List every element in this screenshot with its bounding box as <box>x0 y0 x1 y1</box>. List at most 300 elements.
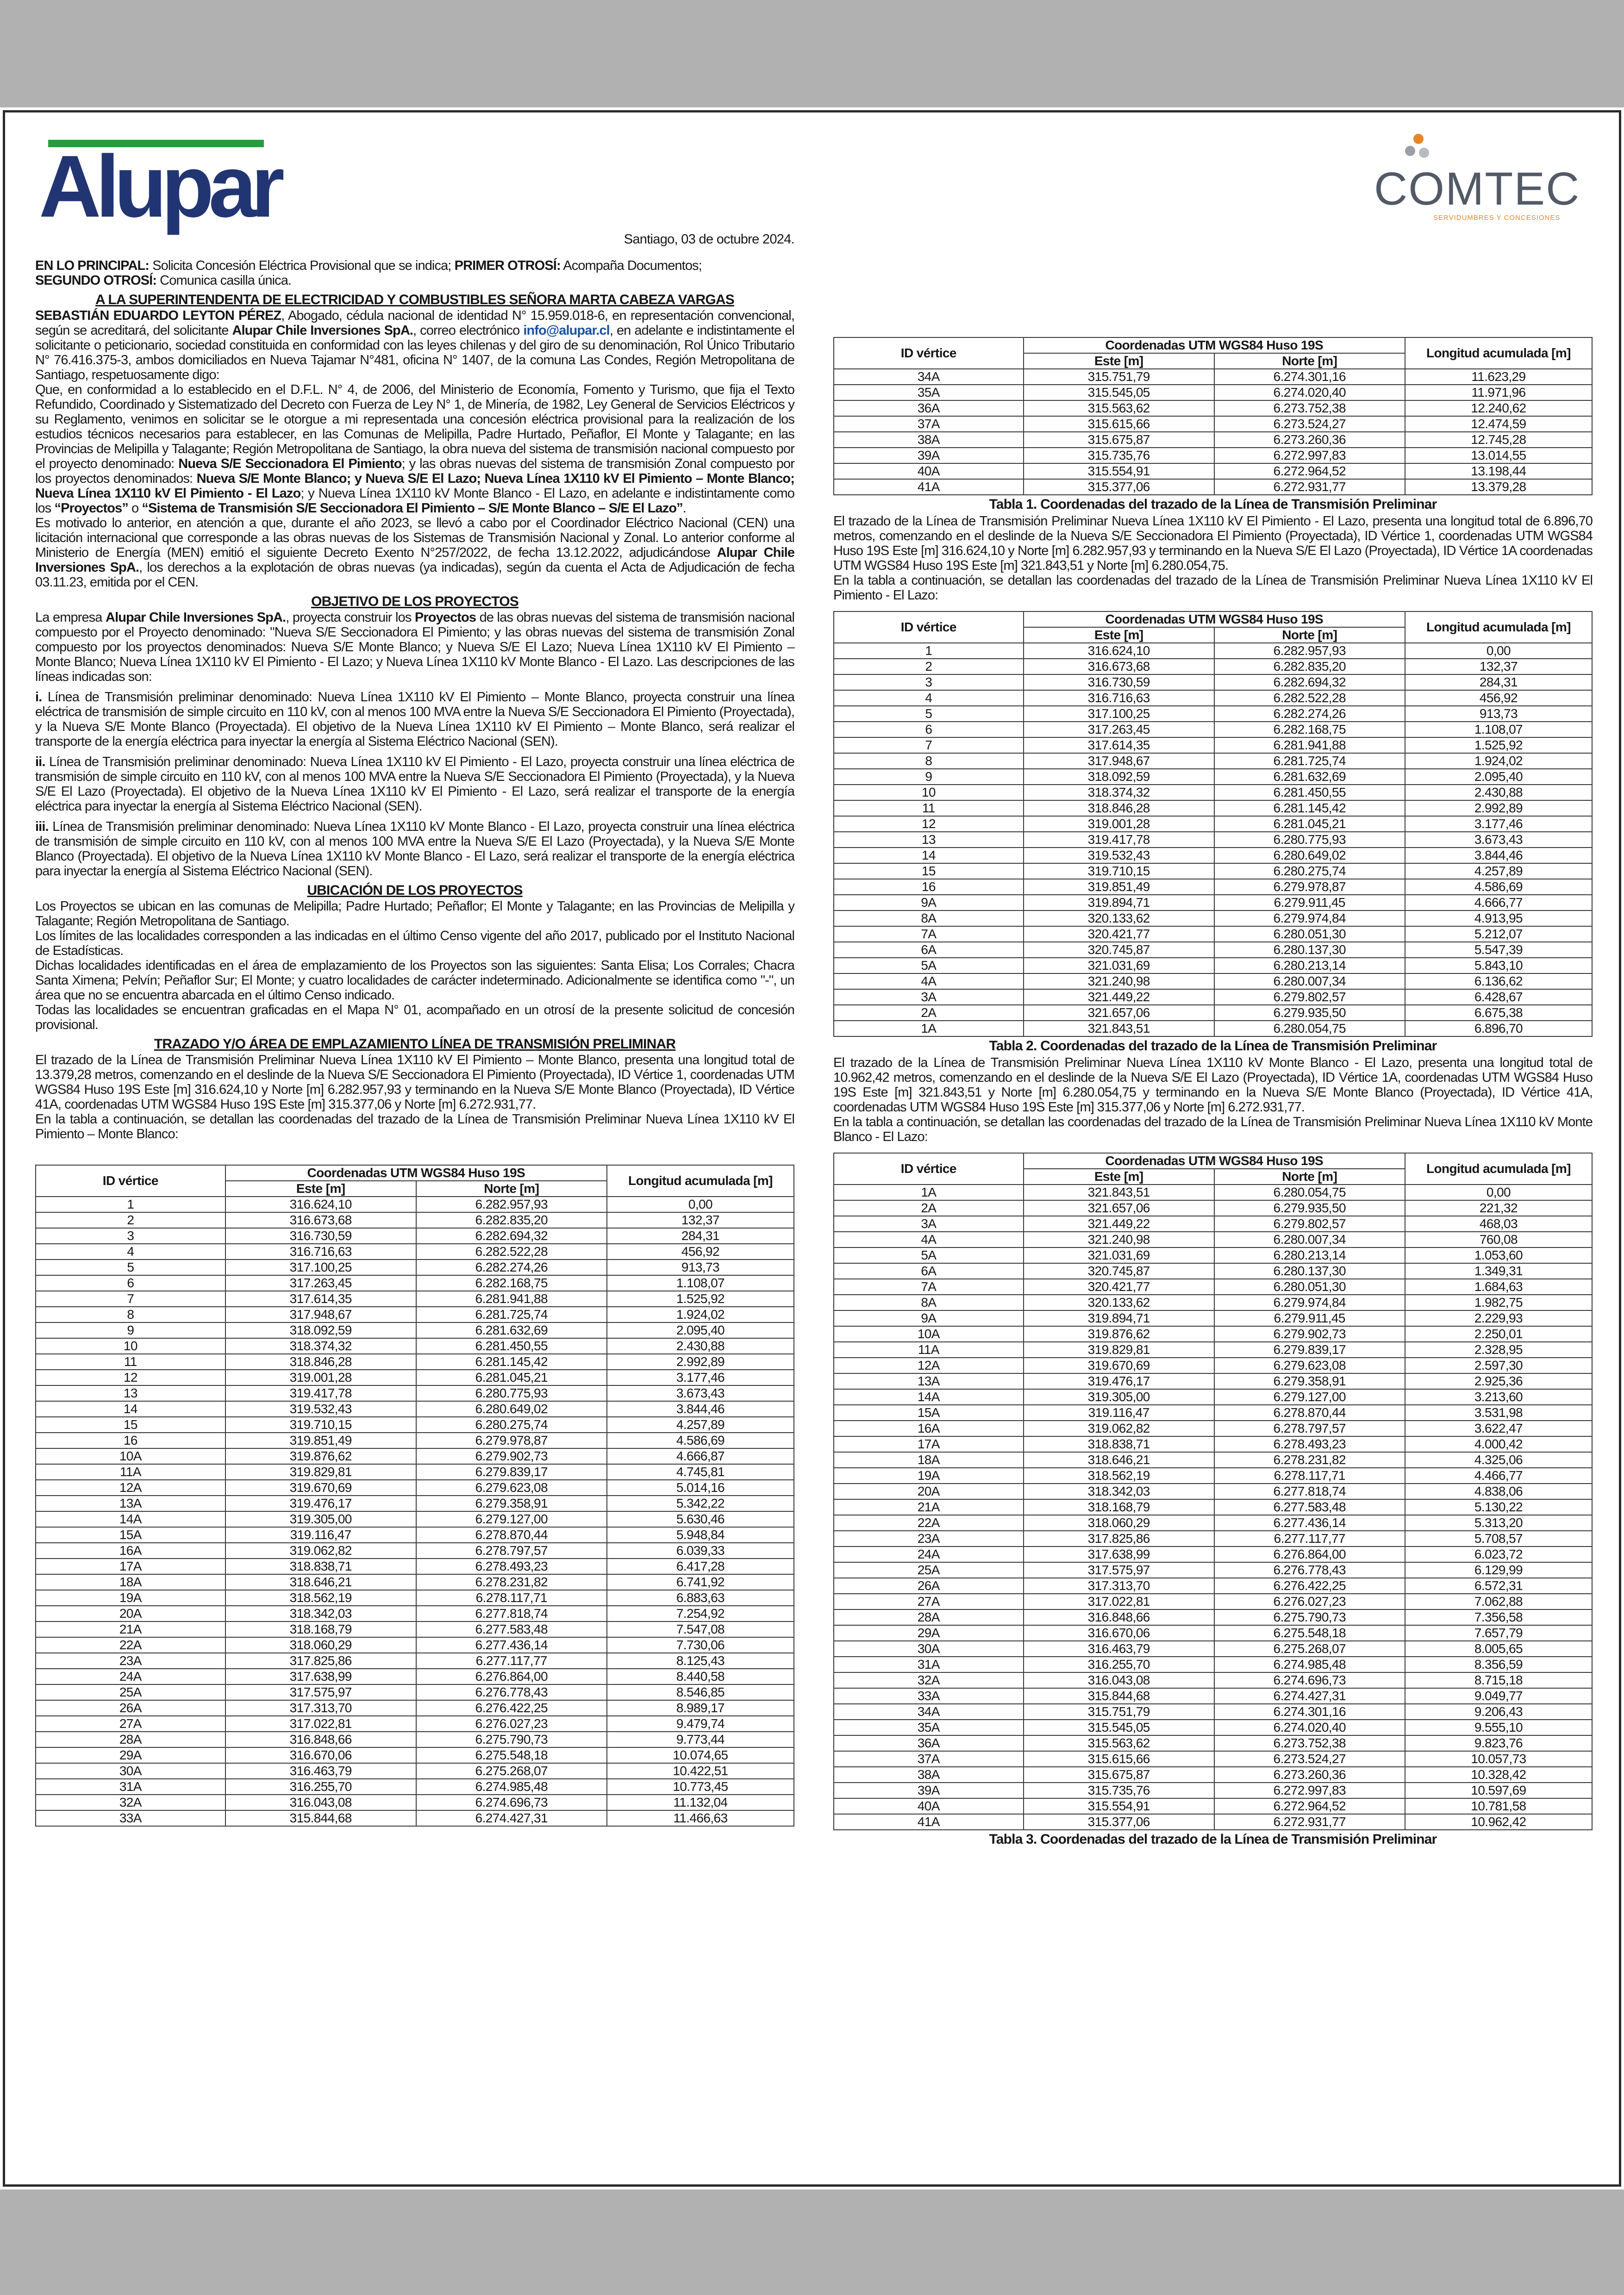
table-row <box>834 895 1592 911</box>
cell-id: 39A <box>834 448 1024 463</box>
table-row <box>834 1515 1592 1531</box>
cell-este: 316.624,10 <box>225 1197 416 1212</box>
email-link[interactable]: info@alupar.cl <box>523 323 610 338</box>
cell-id: 33A <box>834 1688 1024 1704</box>
cell-este: 315.615,66 <box>1024 416 1214 432</box>
cell-longitud: 5.708,57 <box>1405 1531 1592 1547</box>
cell-longitud: 3.177,46 <box>607 1370 794 1385</box>
cell-longitud: 11.466,63 <box>607 1810 794 1826</box>
cell-id: 2A <box>834 1200 1024 1216</box>
cell-este: 319.476,17 <box>225 1496 416 1511</box>
cell-este: 318.646,21 <box>225 1574 416 1590</box>
cell-norte: 6.277.117,77 <box>416 1653 607 1669</box>
th-este: Este [m] <box>225 1181 416 1197</box>
table-row <box>834 863 1592 879</box>
cell-este: 319.001,28 <box>225 1370 416 1385</box>
cell-id: 29A <box>834 1625 1024 1641</box>
trazado-p2: En la tabla a continuación, se detallan las coordenadas del trazado de la Línea de Transmisión Preliminar Nueva Línea 1X110 kV El Pimiento – Monte Blanco: <box>35 1112 794 1141</box>
cell-este: 319.532,43 <box>225 1401 416 1417</box>
cell-id: 22A <box>834 1515 1024 1531</box>
cell-id: 14 <box>834 848 1024 863</box>
cell-norte: 6.279.839,17 <box>1214 1342 1405 1358</box>
principal-label: EN LO PRINCIPAL: <box>35 258 150 273</box>
cell-id: 36A <box>834 1735 1024 1751</box>
cell-este: 319.532,43 <box>1024 848 1214 863</box>
cell-este: 320.133,62 <box>1024 1295 1214 1310</box>
cell-id: 10A <box>834 1326 1024 1342</box>
cell-id: 13A <box>36 1496 225 1511</box>
cell-id: 7 <box>834 737 1024 753</box>
table-row <box>834 1216 1592 1232</box>
cell-este: 315.377,06 <box>1024 479 1214 495</box>
cell-id: 7A <box>834 926 1024 942</box>
table-row <box>36 1637 794 1653</box>
table-row <box>834 385 1592 400</box>
cell-longitud: 1.525,92 <box>607 1291 794 1307</box>
cell-este: 319.876,62 <box>1024 1326 1214 1342</box>
objetivo-bold-1: Alupar Chile Inversiones SpA. <box>106 610 286 625</box>
table-row <box>834 1421 1592 1436</box>
table-row <box>36 1606 794 1621</box>
table-row <box>834 1310 1592 1326</box>
cell-norte: 6.274.301,16 <box>1214 369 1405 385</box>
cell-longitud: 1.684,63 <box>1405 1279 1592 1295</box>
table-row <box>36 1401 794 1417</box>
cell-id: 16A <box>834 1421 1024 1436</box>
cell-norte: 6.273.260,36 <box>1214 432 1405 448</box>
table-1-part-1 <box>35 1165 794 1827</box>
cell-longitud: 3.844,46 <box>607 1401 794 1417</box>
cell-norte: 6.281.450,55 <box>416 1338 607 1354</box>
cell-id: 28A <box>834 1609 1024 1625</box>
cell-id: 18A <box>36 1574 225 1590</box>
cell-este: 315.377,06 <box>1024 1814 1214 1830</box>
cell-este: 315.751,79 <box>1024 1704 1214 1720</box>
cell-este: 318.092,59 <box>225 1322 416 1338</box>
cell-longitud: 10.074,65 <box>607 1747 794 1763</box>
cell-este: 321.657,06 <box>1024 1005 1214 1021</box>
table-row <box>834 1578 1592 1594</box>
cell-id: 14A <box>36 1511 225 1527</box>
cell-longitud: 6.883,63 <box>607 1590 794 1606</box>
cell-longitud: 8.005,65 <box>1405 1641 1592 1657</box>
trazado-heading: TRAZADO Y/O ÁREA DE EMPLAZAMIENTO LÍNEA DE TRANSMISIÓN PRELIMINAR <box>154 1036 676 1052</box>
cell-longitud: 4.466,77 <box>1405 1468 1592 1484</box>
cell-longitud: 5.313,20 <box>1405 1515 1592 1531</box>
cell-longitud: 4.913,95 <box>1405 911 1592 926</box>
objetivo-heading: OBJETIVO DE LOS PROYECTOS <box>311 594 518 609</box>
cell-norte: 6.282.522,28 <box>416 1244 607 1260</box>
table-row <box>36 1511 794 1527</box>
cell-longitud: 5.948,84 <box>607 1527 794 1543</box>
cell-norte: 6.278.117,71 <box>1214 1468 1405 1484</box>
ubicacion-heading: UBICACIÓN DE LOS PROYECTOS <box>307 883 523 898</box>
item-iii-label: iii. <box>35 819 49 834</box>
cell-norte: 6.281.941,88 <box>416 1291 607 1307</box>
segundo-otrosi-label: SEGUNDO OTROSÍ: <box>35 273 157 288</box>
addressee-heading: A LA SUPERINTENDENTA DE ELECTRICIDAD Y COMBUSTIBLES SEÑORA MARTA CABEZA VARGAS <box>95 292 734 307</box>
table-row <box>834 1452 1592 1468</box>
cell-este: 318.374,32 <box>1024 785 1214 800</box>
cell-longitud: 3.531,98 <box>1405 1405 1592 1421</box>
cell-este: 315.554,91 <box>1024 463 1214 479</box>
table-3-caption: Tabla 3. Coordenadas del trazado de la Línea de Transmisión Preliminar <box>989 1832 1437 1847</box>
cell-id: 8 <box>834 753 1024 769</box>
cell-norte: 6.273.260,36 <box>1214 1767 1405 1783</box>
cell-norte: 6.279.802,57 <box>1214 1216 1405 1232</box>
cell-longitud: 10.328,42 <box>1405 1767 1592 1783</box>
cell-longitud: 6.039,33 <box>607 1543 794 1559</box>
cell-este: 321.449,22 <box>1024 1216 1214 1232</box>
table-row <box>834 432 1592 448</box>
cell-este: 318.838,71 <box>1024 1436 1214 1452</box>
table-row <box>834 690 1592 706</box>
cell-este: 317.825,86 <box>225 1653 416 1669</box>
cell-longitud: 284,31 <box>607 1228 794 1244</box>
cell-este: 315.735,76 <box>1024 448 1214 463</box>
cell-id: 21A <box>834 1499 1024 1515</box>
cell-longitud: 1.108,07 <box>1405 722 1592 737</box>
cell-norte: 6.280.275,74 <box>416 1417 607 1433</box>
table-row <box>834 1641 1592 1657</box>
table-row <box>36 1448 794 1464</box>
th-norte: Norte [m] <box>416 1181 607 1197</box>
cell-id: 31A <box>834 1657 1024 1672</box>
table-row <box>36 1322 794 1338</box>
cell-este: 317.022,81 <box>225 1716 416 1732</box>
table-row <box>36 1370 794 1385</box>
th-norte: Norte [m] <box>1214 627 1405 643</box>
cell-longitud: 8.125,43 <box>607 1653 794 1669</box>
cell-norte: 6.281.941,88 <box>1214 737 1405 753</box>
cell-longitud: 2.992,89 <box>607 1354 794 1370</box>
cell-este: 317.263,45 <box>225 1275 416 1291</box>
cell-longitud: 5.342,22 <box>607 1496 794 1511</box>
table-row <box>834 1547 1592 1562</box>
cell-longitud: 456,92 <box>1405 690 1592 706</box>
cell-id: 33A <box>36 1810 225 1826</box>
cell-este: 317.263,45 <box>1024 722 1214 737</box>
cell-longitud: 3.673,43 <box>1405 832 1592 848</box>
cell-este: 315.563,62 <box>1024 1735 1214 1751</box>
motivo-bold-1: Alupar Chile Inversiones SpA. <box>35 545 794 575</box>
cell-este: 315.675,87 <box>1024 1767 1214 1783</box>
cell-longitud: 4.838,06 <box>1405 1484 1592 1499</box>
cell-longitud: 0,00 <box>607 1197 794 1212</box>
cell-este: 318.168,79 <box>1024 1499 1214 1515</box>
cell-norte: 6.282.957,93 <box>1214 643 1405 659</box>
cell-longitud: 2.229,93 <box>1405 1310 1592 1326</box>
cell-id: 9 <box>834 769 1024 785</box>
th-coords: Coordenadas UTM WGS84 Huso 19S <box>1024 337 1405 353</box>
table-row <box>834 1436 1592 1452</box>
que-text-4: o <box>128 501 142 516</box>
cell-norte: 6.273.752,38 <box>1214 1735 1405 1751</box>
cell-id: 16 <box>36 1433 225 1448</box>
table-row <box>36 1747 794 1763</box>
th-id: ID vértice <box>834 337 1024 369</box>
table-row <box>834 400 1592 416</box>
cell-norte: 6.282.694,32 <box>416 1228 607 1244</box>
cell-norte: 6.274.427,31 <box>416 1810 607 1826</box>
cell-longitud: 2.597,30 <box>1405 1358 1592 1373</box>
motivo-text-1: Es motivado lo anterior, en atención a que, durante el año 2023, se llevó a cabo por el Coordinador Eléctrico Nacional (CEN) una licitación internacional que corresponde a las obras nuevas de los Sistemas de Transmisión Nacional y Zonal. Lo anterior conforme al Ministerio de Energía (MEN) emitió el siguiente Decreto Exento N°257/2022, de fecha 13.12.2022, adjudicándose <box>35 516 794 560</box>
cell-longitud: 7.254,92 <box>607 1606 794 1621</box>
table-row <box>834 369 1592 385</box>
cell-longitud: 13.379,28 <box>1405 479 1592 495</box>
motivo-paragraph <box>35 516 794 590</box>
cell-id: 18A <box>834 1452 1024 1468</box>
cell-longitud: 284,31 <box>1405 674 1592 690</box>
table-row <box>36 1244 794 1260</box>
cell-id: 5A <box>834 1247 1024 1263</box>
table-row <box>36 1260 794 1275</box>
cell-longitud: 5.843,10 <box>1405 958 1592 973</box>
cell-id: 8A <box>834 1295 1024 1310</box>
cell-longitud: 4.000,42 <box>1405 1436 1592 1452</box>
table-2 <box>833 611 1593 1037</box>
cell-id: 12 <box>834 816 1024 832</box>
table-row <box>834 1672 1592 1688</box>
cell-norte: 6.275.790,73 <box>1214 1609 1405 1625</box>
cell-id: 29A <box>36 1747 225 1763</box>
table-3 <box>833 1153 1593 1830</box>
cell-longitud: 3.673,43 <box>607 1385 794 1401</box>
table-row <box>36 1716 794 1732</box>
cell-id: 27A <box>834 1594 1024 1609</box>
cell-longitud: 6.896,70 <box>1405 1021 1592 1036</box>
cell-id: 2 <box>36 1212 225 1228</box>
cell-longitud: 10.962,42 <box>1405 1814 1592 1830</box>
table-row <box>834 1767 1592 1783</box>
cell-norte: 6.280.137,30 <box>1214 1263 1405 1279</box>
cell-id: 4A <box>834 973 1024 989</box>
cell-longitud: 2.328,95 <box>1405 1342 1592 1358</box>
cell-norte: 6.276.778,43 <box>1214 1562 1405 1578</box>
table-row <box>834 722 1592 737</box>
table-row <box>36 1621 794 1637</box>
cell-norte: 6.281.632,69 <box>416 1322 607 1338</box>
cell-longitud: 9.823,76 <box>1405 1735 1592 1751</box>
cell-norte: 6.272.997,83 <box>1214 1783 1405 1798</box>
table-row <box>36 1700 794 1716</box>
cell-id: 17A <box>834 1436 1024 1452</box>
principal-block <box>35 258 794 288</box>
cell-este: 321.843,51 <box>1024 1021 1214 1036</box>
cell-longitud: 8.715,18 <box>1405 1672 1592 1688</box>
table-row <box>36 1669 794 1684</box>
cell-longitud: 2.430,88 <box>607 1338 794 1354</box>
cell-este: 316.463,79 <box>1024 1641 1214 1657</box>
cell-norte: 6.276.864,00 <box>416 1669 607 1684</box>
cell-longitud: 6.572,31 <box>1405 1578 1592 1594</box>
cell-id: 9 <box>36 1322 225 1338</box>
cell-este: 319.476,17 <box>1024 1373 1214 1389</box>
cell-longitud: 913,73 <box>607 1260 794 1275</box>
cell-longitud: 1.982,75 <box>1405 1295 1592 1310</box>
cell-id: 37A <box>834 1751 1024 1767</box>
segundo-otrosi-text: Comunica casilla única. <box>156 273 292 288</box>
cell-longitud: 2.925,36 <box>1405 1373 1592 1389</box>
cell-este: 321.031,69 <box>1024 958 1214 973</box>
cell-norte: 6.274.985,48 <box>1214 1657 1405 1672</box>
cell-id: 35A <box>834 385 1024 400</box>
cell-longitud: 4.586,69 <box>607 1433 794 1448</box>
cell-id: 23A <box>36 1653 225 1669</box>
table-row <box>834 416 1592 432</box>
cell-norte: 6.275.548,18 <box>416 1747 607 1763</box>
cell-norte: 6.272.964,52 <box>1214 463 1405 479</box>
cell-norte: 6.279.974,84 <box>1214 911 1405 926</box>
cell-norte: 6.277.436,14 <box>416 1637 607 1653</box>
cell-este: 319.001,28 <box>1024 816 1214 832</box>
cell-este: 321.449,22 <box>1024 989 1214 1005</box>
cell-longitud: 4.666,77 <box>1405 895 1592 911</box>
cell-este: 320.745,87 <box>1024 942 1214 958</box>
table-row <box>834 1200 1592 1216</box>
cell-id: 12A <box>36 1480 225 1496</box>
table-row <box>834 832 1592 848</box>
cell-norte: 6.282.957,93 <box>416 1197 607 1212</box>
cell-longitud: 11.971,96 <box>1405 385 1592 400</box>
cell-id: 34A <box>834 369 1024 385</box>
que-text-2: ; y las obras nuevas del sistema de transmisión Zonal compuesto por los proyectos denominados: <box>35 456 795 486</box>
table-row <box>834 1609 1592 1625</box>
cell-longitud: 9.555,10 <box>1405 1720 1592 1735</box>
cell-norte: 6.276.422,25 <box>416 1700 607 1716</box>
cell-norte: 6.277.583,48 <box>416 1621 607 1637</box>
table-row <box>834 1342 1592 1358</box>
table-row <box>834 1814 1592 1830</box>
cell-este: 321.240,98 <box>1024 1232 1214 1247</box>
cell-norte: 6.281.145,42 <box>416 1354 607 1370</box>
table-row <box>834 942 1592 958</box>
cell-id: 12A <box>834 1358 1024 1373</box>
cell-longitud: 4.257,89 <box>607 1417 794 1433</box>
cell-longitud: 10.057,73 <box>1405 1751 1592 1767</box>
th-coords: Coordenadas UTM WGS84 Huso 19S <box>225 1165 607 1181</box>
cell-norte: 6.278.493,23 <box>1214 1436 1405 1452</box>
cell-norte: 6.282.835,20 <box>416 1212 607 1228</box>
table-row <box>834 1373 1592 1389</box>
cell-id: 36A <box>834 400 1024 416</box>
cell-id: 9A <box>834 895 1024 911</box>
cell-norte: 6.276.027,23 <box>1214 1594 1405 1609</box>
cell-id: 8A <box>834 911 1024 926</box>
cell-longitud: 5.014,16 <box>607 1480 794 1496</box>
cell-id: 24A <box>36 1669 225 1684</box>
comtec-logo <box>1374 132 1580 222</box>
cell-este: 321.657,06 <box>1024 1200 1214 1216</box>
cell-este: 316.670,06 <box>225 1747 416 1763</box>
cell-este: 319.670,69 <box>225 1480 416 1496</box>
cell-norte: 6.279.935,50 <box>1214 1200 1405 1216</box>
cell-id: 3A <box>834 1216 1024 1232</box>
cell-norte: 6.278.797,57 <box>416 1543 607 1559</box>
th-long: Longitud acumulada [m] <box>607 1165 794 1197</box>
table-row <box>36 1307 794 1322</box>
cell-este: 321.031,69 <box>1024 1247 1214 1263</box>
th-long: Longitud acumulada [m] <box>1405 1153 1592 1185</box>
cell-longitud: 6.129,99 <box>1405 1562 1592 1578</box>
cell-longitud: 2.095,40 <box>1405 769 1592 785</box>
cell-id: 7 <box>36 1291 225 1307</box>
table-row <box>834 973 1592 989</box>
table-row <box>834 1185 1592 1200</box>
table-row <box>36 1464 794 1480</box>
cell-id: 3 <box>834 674 1024 690</box>
cell-longitud: 5.212,07 <box>1405 926 1592 942</box>
cell-norte: 6.279.623,08 <box>1214 1358 1405 1373</box>
cell-este: 319.876,62 <box>225 1448 416 1464</box>
cell-id: 1A <box>834 1185 1024 1200</box>
cell-este: 316.848,66 <box>1024 1609 1214 1625</box>
ubicacion-p2: Los límites de las localidades corresponden a las indicadas en el último Censo vigente del año 2017, publicado por el Instituto Nacional de Estadísticas. <box>35 929 794 958</box>
cell-norte: 6.272.931,77 <box>1214 1814 1405 1830</box>
cell-id: 11 <box>834 800 1024 816</box>
objetivo-text-1: La empresa <box>35 610 106 625</box>
cell-norte: 6.281.632,69 <box>1214 769 1405 785</box>
cell-longitud: 11.623,29 <box>1405 369 1592 385</box>
cell-este: 316.043,08 <box>225 1795 416 1810</box>
table-row <box>36 1212 794 1228</box>
cell-longitud: 11.132,04 <box>607 1795 794 1810</box>
primer-otrosi-text: Acompaña Documentos; <box>560 258 702 273</box>
cell-norte: 6.279.127,00 <box>416 1511 607 1527</box>
cell-este: 316.463,79 <box>225 1763 416 1779</box>
cell-norte: 6.276.864,00 <box>1214 1547 1405 1562</box>
cell-norte: 6.273.752,38 <box>1214 400 1405 416</box>
cell-longitud: 456,92 <box>607 1244 794 1260</box>
cell-norte: 6.280.775,93 <box>1214 832 1405 848</box>
cell-id: 38A <box>834 1767 1024 1783</box>
ubicacion-p4: Todas las localidades se encuentran graficadas en el Mapa N° 01, acompañado en un otrosí de la presente solicitud de concesión provisional. <box>35 1003 794 1032</box>
cell-este: 318.846,28 <box>1024 800 1214 816</box>
cell-longitud: 132,37 <box>1405 659 1592 674</box>
table-row <box>36 1590 794 1606</box>
table-row <box>834 1688 1592 1704</box>
cell-este: 317.948,67 <box>1024 753 1214 769</box>
table-row <box>834 816 1592 832</box>
cell-norte: 6.277.818,74 <box>1214 1484 1405 1499</box>
cell-este: 317.638,99 <box>1024 1547 1214 1562</box>
table-row <box>36 1559 794 1574</box>
table-row <box>834 1657 1592 1672</box>
cell-norte: 6.279.911,45 <box>1214 1310 1405 1326</box>
cell-id: 38A <box>834 432 1024 448</box>
cell-id: 10 <box>36 1338 225 1354</box>
table-row <box>834 1562 1592 1578</box>
cell-id: 7A <box>834 1279 1024 1295</box>
table-row <box>834 1783 1592 1798</box>
table-row <box>36 1433 794 1448</box>
cell-este: 318.646,21 <box>1024 1452 1214 1468</box>
table-row <box>834 448 1592 463</box>
item-ii-text: Línea de Transmisión preliminar denominado: Nueva Línea 1X110 kV El Pimiento - El Lazo, proyecta construir una línea eléctrica de transmisión de simple circuito en 110 kV, con al menos 100 MVA entre la Nueva S/E Seccionadora El Pimiento (Proyectada), y la Nueva S/E El Lazo (Proyectada). El objetivo de la Nueva Línea 1X110 kV El Pimiento - El Lazo, será realizar el transporte de la energía eléctrica para inyectar la energía al Sistema Eléctrico Nacional (SEN). <box>35 755 794 814</box>
intro-company: Alupar Chile Inversiones SpA. <box>232 323 413 338</box>
cell-este: 319.829,81 <box>1024 1342 1214 1358</box>
cell-norte: 6.275.268,07 <box>416 1763 607 1779</box>
cell-norte: 6.275.548,18 <box>1214 1625 1405 1641</box>
cell-norte: 6.280.054,75 <box>1214 1021 1405 1036</box>
table-row <box>834 1326 1592 1342</box>
cell-longitud: 6.417,28 <box>607 1559 794 1574</box>
cell-longitud: 1.924,02 <box>1405 753 1592 769</box>
cell-id: 14A <box>834 1389 1024 1405</box>
cell-longitud: 1.349,31 <box>1405 1263 1592 1279</box>
cell-longitud: 221,32 <box>1405 1200 1592 1216</box>
cell-este: 320.421,77 <box>1024 1279 1214 1295</box>
